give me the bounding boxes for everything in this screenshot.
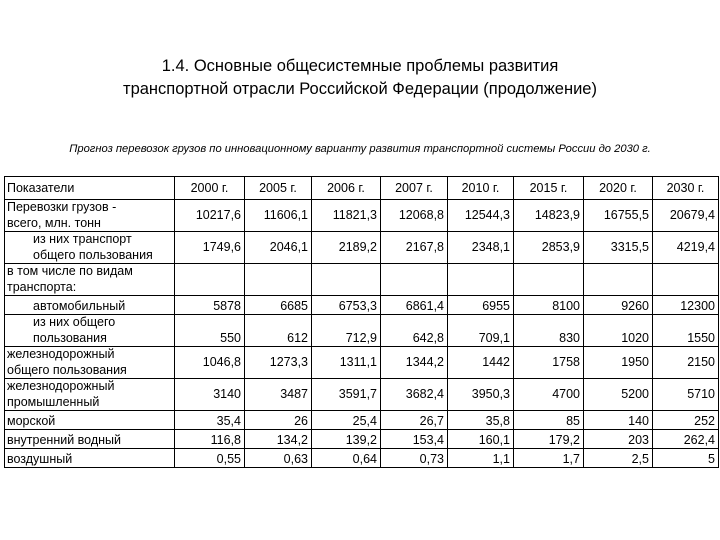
header-year-2010: 2010 г. bbox=[448, 177, 514, 200]
row-label: из них общего пользования bbox=[5, 315, 175, 347]
cell-value: 203 bbox=[584, 430, 653, 449]
cell-value: 3487 bbox=[245, 379, 312, 411]
cell-value bbox=[245, 264, 312, 296]
cell-value: 11606,1 bbox=[245, 200, 312, 232]
table-row-rail-industrial bbox=[5, 379, 719, 411]
cell-value: 0,63 bbox=[245, 449, 312, 468]
cell-value: 550 bbox=[175, 315, 245, 347]
cell-value: 252 bbox=[653, 411, 719, 430]
cell-value: 12544,3 bbox=[448, 200, 514, 232]
table-row-public-transport bbox=[5, 232, 719, 264]
cell-value: 6861,4 bbox=[381, 296, 448, 315]
row-label: автомобильный bbox=[5, 296, 175, 315]
cell-value: 4219,4 bbox=[653, 232, 719, 264]
header-year-2005: 2005 г. bbox=[245, 177, 312, 200]
cell-value: 1311,1 bbox=[312, 347, 381, 379]
table-header-row bbox=[5, 177, 719, 200]
cell-value: 712,9 bbox=[312, 315, 381, 347]
cell-value: 10217,6 bbox=[175, 200, 245, 232]
cell-value: 85 bbox=[514, 411, 584, 430]
cell-value bbox=[584, 264, 653, 296]
cell-value: 26 bbox=[245, 411, 312, 430]
cell-value: 262,4 bbox=[653, 430, 719, 449]
header-year-2006: 2006 г. bbox=[312, 177, 381, 200]
cell-value bbox=[312, 264, 381, 296]
cell-value: 8100 bbox=[514, 296, 584, 315]
cell-value: 2046,1 bbox=[245, 232, 312, 264]
cell-value: 6955 bbox=[448, 296, 514, 315]
cell-value: 2,5 bbox=[584, 449, 653, 468]
table-row-by-mode bbox=[5, 264, 719, 296]
table-row-total bbox=[5, 200, 719, 232]
cell-value: 5200 bbox=[584, 379, 653, 411]
cell-value: 0,55 bbox=[175, 449, 245, 468]
cell-value: 1550 bbox=[653, 315, 719, 347]
cell-value bbox=[653, 264, 719, 296]
cell-value: 12300 bbox=[653, 296, 719, 315]
header-year-2000: 2000 г. bbox=[175, 177, 245, 200]
cell-value: 5710 bbox=[653, 379, 719, 411]
cell-value: 179,2 bbox=[514, 430, 584, 449]
table-row-road bbox=[5, 296, 719, 315]
cell-value: 2167,8 bbox=[381, 232, 448, 264]
table-row-road-public bbox=[5, 315, 719, 347]
cell-value: 9260 bbox=[584, 296, 653, 315]
cell-value: 153,4 bbox=[381, 430, 448, 449]
table-caption: Прогноз перевозок грузов по инновационному варианту развития транспортной системы России до 2030 г. bbox=[69, 143, 651, 155]
row-label: железнодорожный промышленный bbox=[5, 379, 175, 411]
cell-value: 25,4 bbox=[312, 411, 381, 430]
header-indicator: Показатели bbox=[5, 177, 175, 200]
header-year-2020: 2020 г. bbox=[584, 177, 653, 200]
cell-value bbox=[381, 264, 448, 296]
cell-value: 160,1 bbox=[448, 430, 514, 449]
cell-value bbox=[514, 264, 584, 296]
cell-value: 4700 bbox=[514, 379, 584, 411]
cell-value: 35,8 bbox=[448, 411, 514, 430]
cell-value: 0,64 bbox=[312, 449, 381, 468]
cell-value: 1046,8 bbox=[175, 347, 245, 379]
cell-value: 35,4 bbox=[175, 411, 245, 430]
title-line-2: транспортной отрасли Российской Федерации (продолжение) bbox=[123, 80, 597, 98]
cell-value: 1344,2 bbox=[381, 347, 448, 379]
forecast-table bbox=[4, 176, 719, 468]
cell-value: 1273,3 bbox=[245, 347, 312, 379]
row-label: железнодорожный общего пользования bbox=[5, 347, 175, 379]
row-label: воздушный bbox=[5, 449, 175, 468]
cell-value: 0,73 bbox=[381, 449, 448, 468]
cell-value: 26,7 bbox=[381, 411, 448, 430]
cell-value: 3140 bbox=[175, 379, 245, 411]
cell-value: 1,7 bbox=[514, 449, 584, 468]
cell-value: 139,2 bbox=[312, 430, 381, 449]
cell-value: 3950,3 bbox=[448, 379, 514, 411]
cell-value: 11821,3 bbox=[312, 200, 381, 232]
cell-value: 6685 bbox=[245, 296, 312, 315]
cell-value: 20679,4 bbox=[653, 200, 719, 232]
table-row-inland-water bbox=[5, 430, 719, 449]
cell-value: 140 bbox=[584, 411, 653, 430]
cell-value: 3591,7 bbox=[312, 379, 381, 411]
table-row-sea bbox=[5, 411, 719, 430]
cell-value: 1,1 bbox=[448, 449, 514, 468]
cell-value: 134,2 bbox=[245, 430, 312, 449]
cell-value: 1950 bbox=[584, 347, 653, 379]
cell-value: 1020 bbox=[584, 315, 653, 347]
cell-value: 3682,4 bbox=[381, 379, 448, 411]
header-year-2030: 2030 г. bbox=[653, 177, 719, 200]
cell-value: 612 bbox=[245, 315, 312, 347]
cell-value: 1442 bbox=[448, 347, 514, 379]
cell-value: 12068,8 bbox=[381, 200, 448, 232]
cell-value bbox=[175, 264, 245, 296]
row-label: морской bbox=[5, 411, 175, 430]
row-label: в том числе по видам транспорта: bbox=[5, 264, 175, 296]
table-row-air bbox=[5, 449, 719, 468]
header-year-2015: 2015 г. bbox=[514, 177, 584, 200]
cell-value: 16755,5 bbox=[584, 200, 653, 232]
cell-value: 830 bbox=[514, 315, 584, 347]
cell-value: 14823,9 bbox=[514, 200, 584, 232]
row-label: Перевозки грузов - всего, млн. тонн bbox=[5, 200, 175, 232]
cell-value bbox=[448, 264, 514, 296]
header-year-2007: 2007 г. bbox=[381, 177, 448, 200]
cell-value: 2189,2 bbox=[312, 232, 381, 264]
cell-value: 2853,9 bbox=[514, 232, 584, 264]
table-row-rail-public bbox=[5, 347, 719, 379]
cell-value: 1749,6 bbox=[175, 232, 245, 264]
cell-value: 709,1 bbox=[448, 315, 514, 347]
cell-value: 5 bbox=[653, 449, 719, 468]
cell-value: 3315,5 bbox=[584, 232, 653, 264]
row-label: из них транспорт общего пользования bbox=[5, 232, 175, 264]
cell-value: 1758 bbox=[514, 347, 584, 379]
cell-value: 5878 bbox=[175, 296, 245, 315]
cell-value: 642,8 bbox=[381, 315, 448, 347]
row-label: внутренний водный bbox=[5, 430, 175, 449]
page-title bbox=[60, 55, 660, 101]
cell-value: 2150 bbox=[653, 347, 719, 379]
cell-value: 2348,1 bbox=[448, 232, 514, 264]
cell-value: 6753,3 bbox=[312, 296, 381, 315]
title-line-1: 1.4. Основные общесистемные проблемы развития bbox=[161, 57, 559, 75]
cell-value: 116,8 bbox=[175, 430, 245, 449]
